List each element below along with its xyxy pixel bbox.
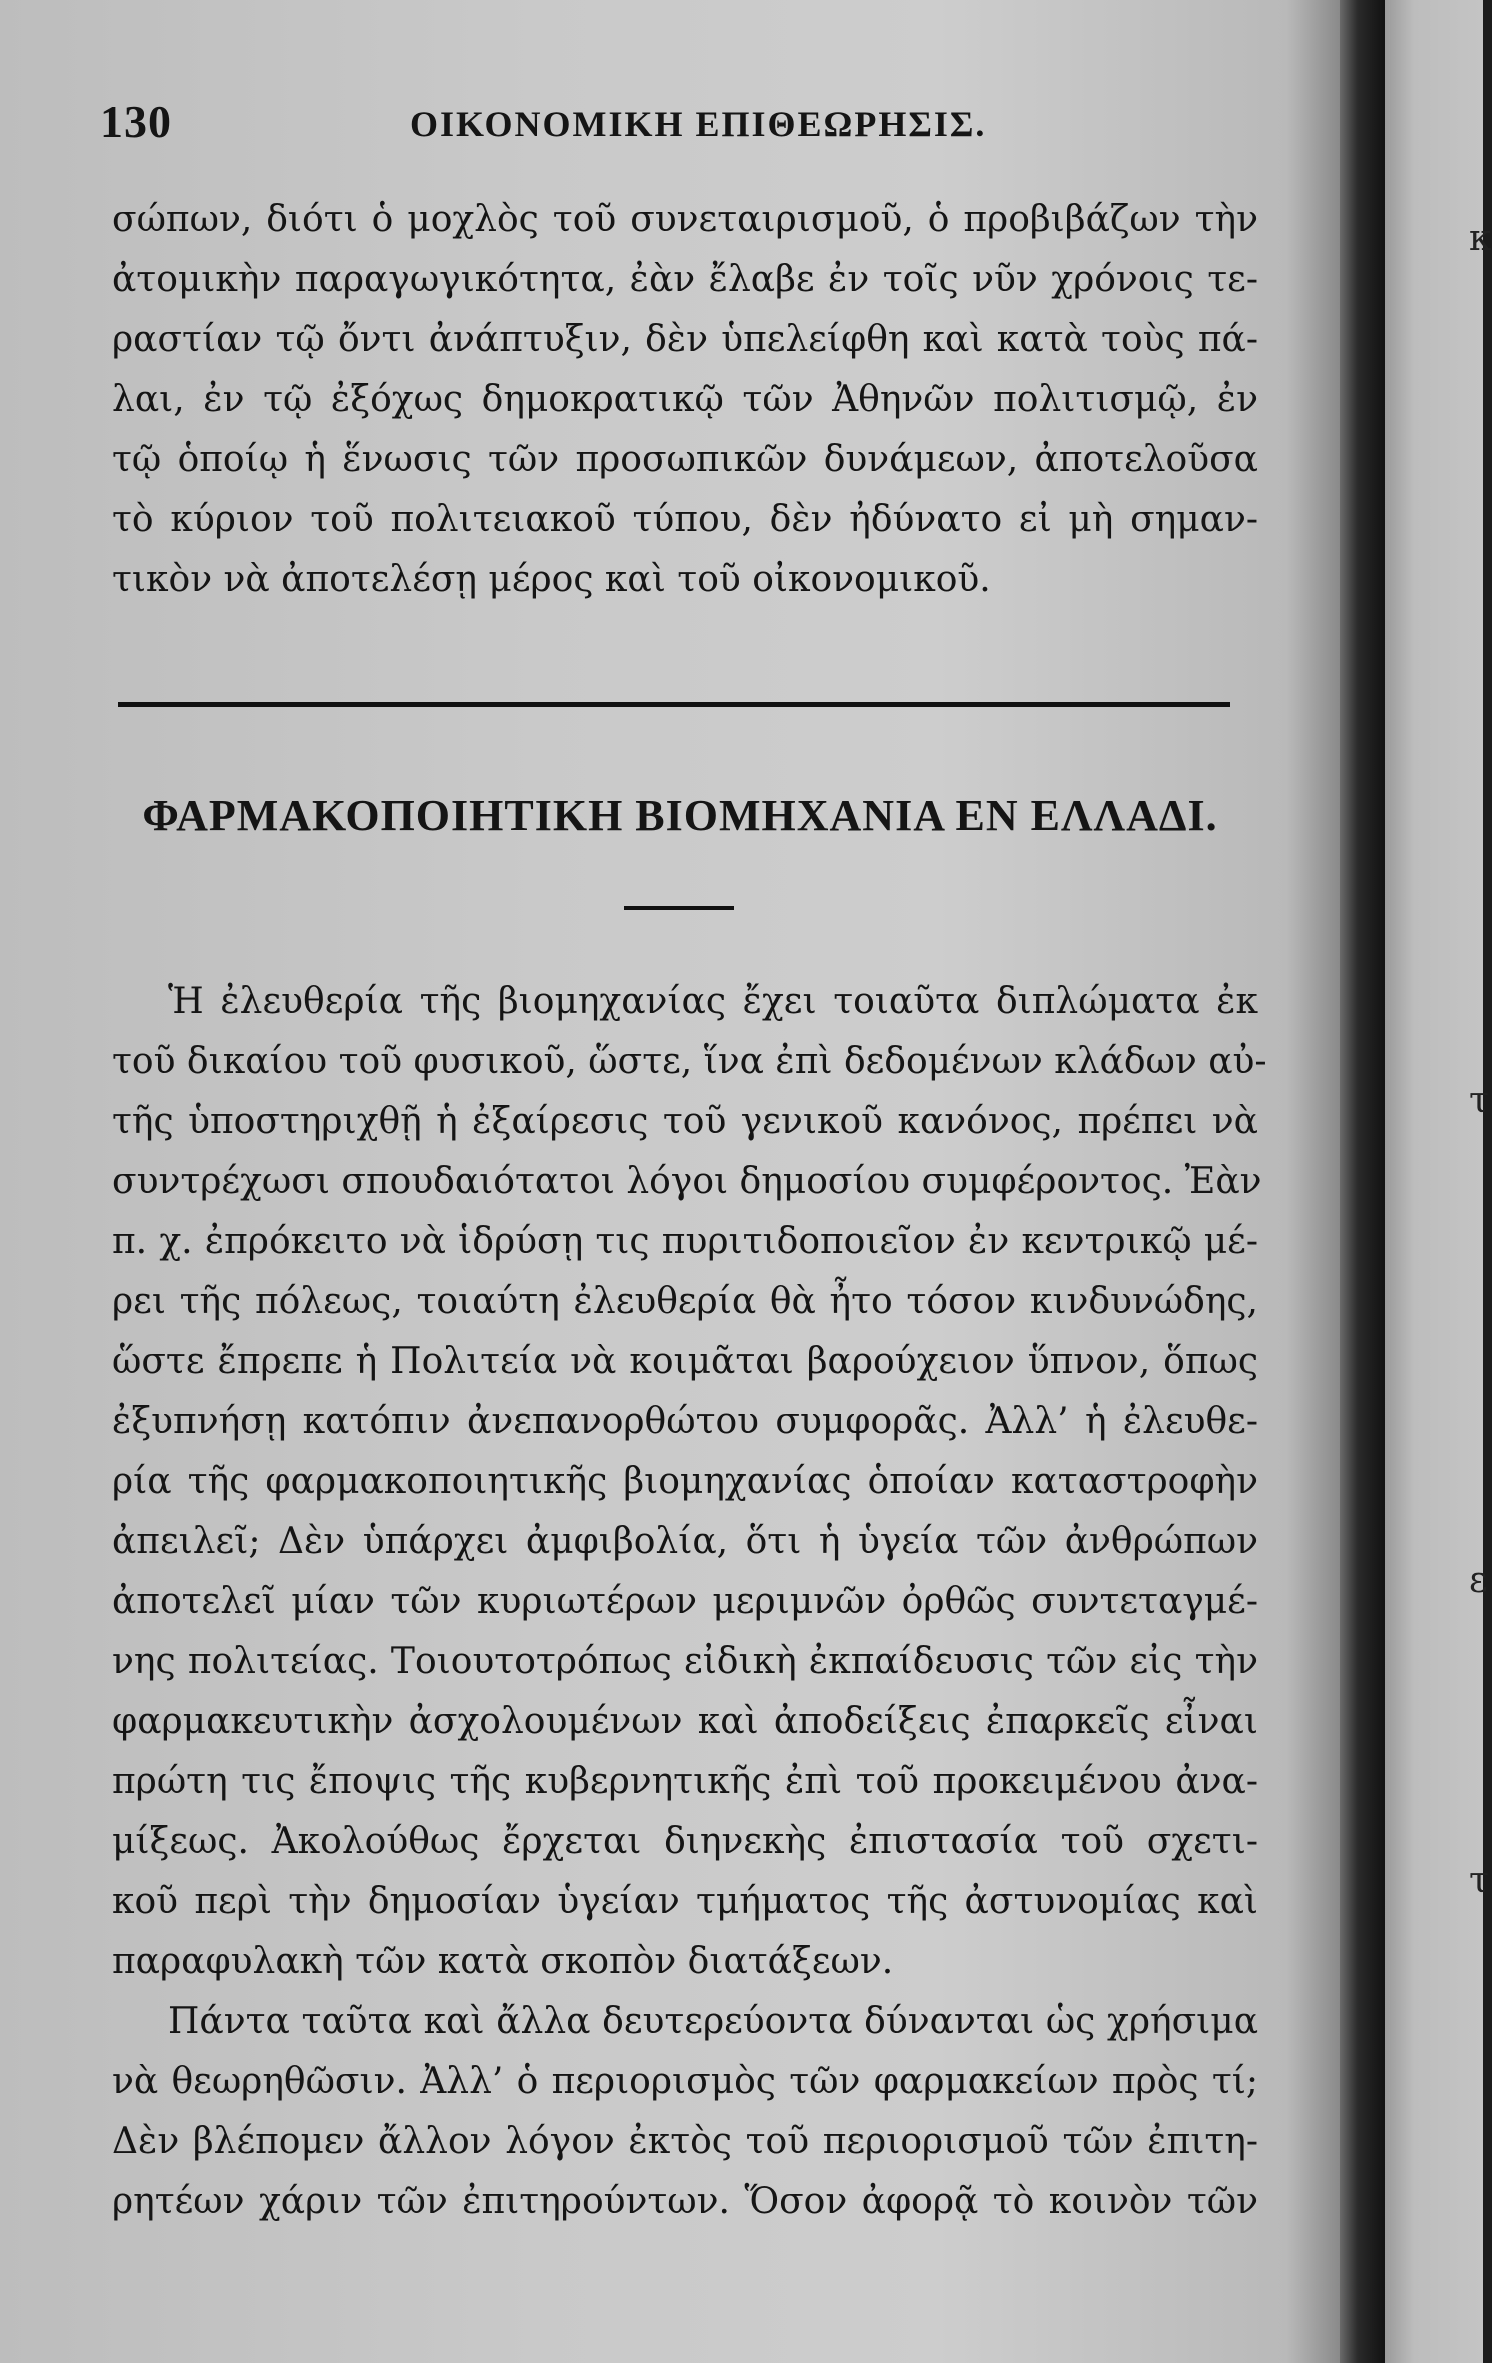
text-line: ἀτομικὴν παραγωγικότητα, ἐὰν ἔλαβε ἐν τοῖς νῦν χρόνοις τε- [112, 259, 1258, 300]
text-line: ἀποτελεῖ μίαν τῶν κυριωτέρων μεριμνῶν ὀρθῶς συντεταγμέ- [112, 1581, 1258, 1622]
text-line: ὥστε ἔπρεπε ἡ Πολιτεία νὰ κοιμᾶται βαρούχειον ὕπνον, ὅπως [112, 1341, 1258, 1382]
text-line: λαι, ἐν τῷ ἐξόχως δημοκρατικῷ τῶν Ἀθηνῶν πολιτισμῷ, ἐν [112, 379, 1258, 420]
text-line: πρώτη τις ἔποψις τῆς κυβερνητικῆς ἐπὶ τοῦ προκειμένου ἀνα- [112, 1761, 1258, 1802]
text-line: ἐξυπνήσῃ κατόπιν ἀνεπανορθώτου συμφορᾶς. Ἀλλ’ ἡ ἐλευθε- [112, 1401, 1258, 1442]
text-line: νης πολιτείας. Τοιουτοτρόπως εἰδικὴ ἐκπαίδευσις τῶν εἰς τὴν [112, 1641, 1258, 1682]
text-line: ρητέων χάριν τῶν ἐπιτηρούντων. Ὅσον ἀφορᾷ τὸ κοινὸν τῶν [112, 2181, 1258, 2222]
text-line: ρία τῆς φαρμακοποιητικῆς βιομηχανίας ὁποίαν καταστροφὴν [112, 1461, 1258, 1502]
title-underline [624, 906, 734, 910]
text-line: παραφυλακὴ τῶν κατὰ σκοπὸν διατάξεων. [112, 1941, 894, 1982]
facing-page-edge [1385, 0, 1492, 2363]
section-title: ΦΑΡΜΑΚΟΠΟΙΗΤΙΚΗ ΒΙΟΜΗΧΑΝΙΑ ΕΝ ΕΛΛΑΔΙ. [142, 791, 1218, 840]
text-line: Δὲν βλέπομεν ἄλλον λόγον ἐκτὸς τοῦ περιορισμοῦ τῶν ἐπιτη- [112, 2121, 1258, 2162]
section-body [112, 972, 1267, 2232]
text-line: φαρμακευτικὴν ἀσχολουμένων καὶ ἀποδείξεις ἐπαρκεῖς εἶναι [112, 1701, 1258, 1742]
text-line: τὸ κύριον τοῦ πολιτειακοῦ τύπου, δὲν ἠδύνατο εἰ μὴ σημαν- [112, 499, 1258, 540]
text-line: Ἡ ἐλευθερία τῆς βιομηχανίας ἔχει τοιαῦτα διπλώματα ἐκ [168, 981, 1258, 1022]
text-line: τῷ ὁποίῳ ἡ ἕνωσις τῶν προσωπικῶν δυνάμεων, ἀποτελοῦσα [112, 439, 1258, 480]
text-line: συντρέχωσι σπουδαιότατοι λόγοι δημοσίου συμφέροντος. Ἐὰν [112, 1161, 1262, 1202]
facing-page-char: τ [1469, 1860, 1489, 1901]
continued-paragraph [112, 190, 1258, 610]
text-line: νὰ θεωρηθῶσιν. Ἀλλ’ ὁ περιορισμὸς τῶν φαρμακείων πρὸς τί; [112, 2061, 1258, 2102]
text-line: μίξεως. Ἀκολούθως ἔρχεται διηνεκὴς ἐπιστασία τοῦ σχετι- [112, 1821, 1258, 1862]
text-line: ἀπειλεῖ; Δὲν ὑπάρχει ἀμφιβολία, ὅτι ἡ ὑγεία τῶν ἀνθρώπων [112, 1521, 1258, 1562]
text-line: σώπων, διότι ὁ μοχλὸς τοῦ συνεταιρισμοῦ, ὁ προβιβάζων τὴν [112, 199, 1258, 240]
page-number: 130 [100, 96, 172, 147]
text-line: ραστίαν τῷ ὄντι ἀνάπτυξιν, δὲν ὑπελείφθη καὶ κατὰ τοὺς πά- [112, 319, 1258, 360]
text-line: π. χ. ἐπρόκειτο νὰ ἱδρύσῃ τις πυριτιδοποιεῖον ἐν κεντρικῷ μέ- [112, 1221, 1258, 1262]
facing-page-char: ε [1469, 1560, 1488, 1601]
text-line: κοῦ περὶ τὴν δημοσίαν ὑγείαν τμήματος τῆς ἀστυνομίας καὶ [112, 1881, 1258, 1922]
section-divider [118, 702, 1230, 707]
text-line: Πάντα ταῦτα καὶ ἄλλα δευτερεύοντα δύνανται ὡς χρήσιμα [168, 2001, 1258, 2042]
text-line: τῆς ὑποστηριχθῇ ἡ ἐξαίρεσις τοῦ γενικοῦ κανόνος, πρέπει νὰ [112, 1101, 1258, 1142]
facing-page-char: τ [1469, 1080, 1489, 1121]
facing-page-char: κ [1469, 218, 1492, 259]
journal-title: ΟΙΚΟΝΟΜΙΚΗ ΕΠΙΘΕΩΡΗΣΙΣ. [410, 104, 987, 144]
running-head [100, 95, 1260, 155]
text-line: ρει τῆς πόλεως, τοιαύτη ἐλευθερία θὰ ἦτο τόσον κινδυνώδης, [112, 1281, 1258, 1322]
book-gutter [1340, 0, 1385, 2363]
text-line: τικὸν νὰ ἀποτελέσῃ μέρος καὶ τοῦ οἰκονομικοῦ. [112, 559, 991, 600]
text-line: τοῦ δικαίου τοῦ φυσικοῦ, ὥστε, ἵνα ἐπὶ δεδομένων κλάδων αὐ- [112, 1041, 1267, 1082]
